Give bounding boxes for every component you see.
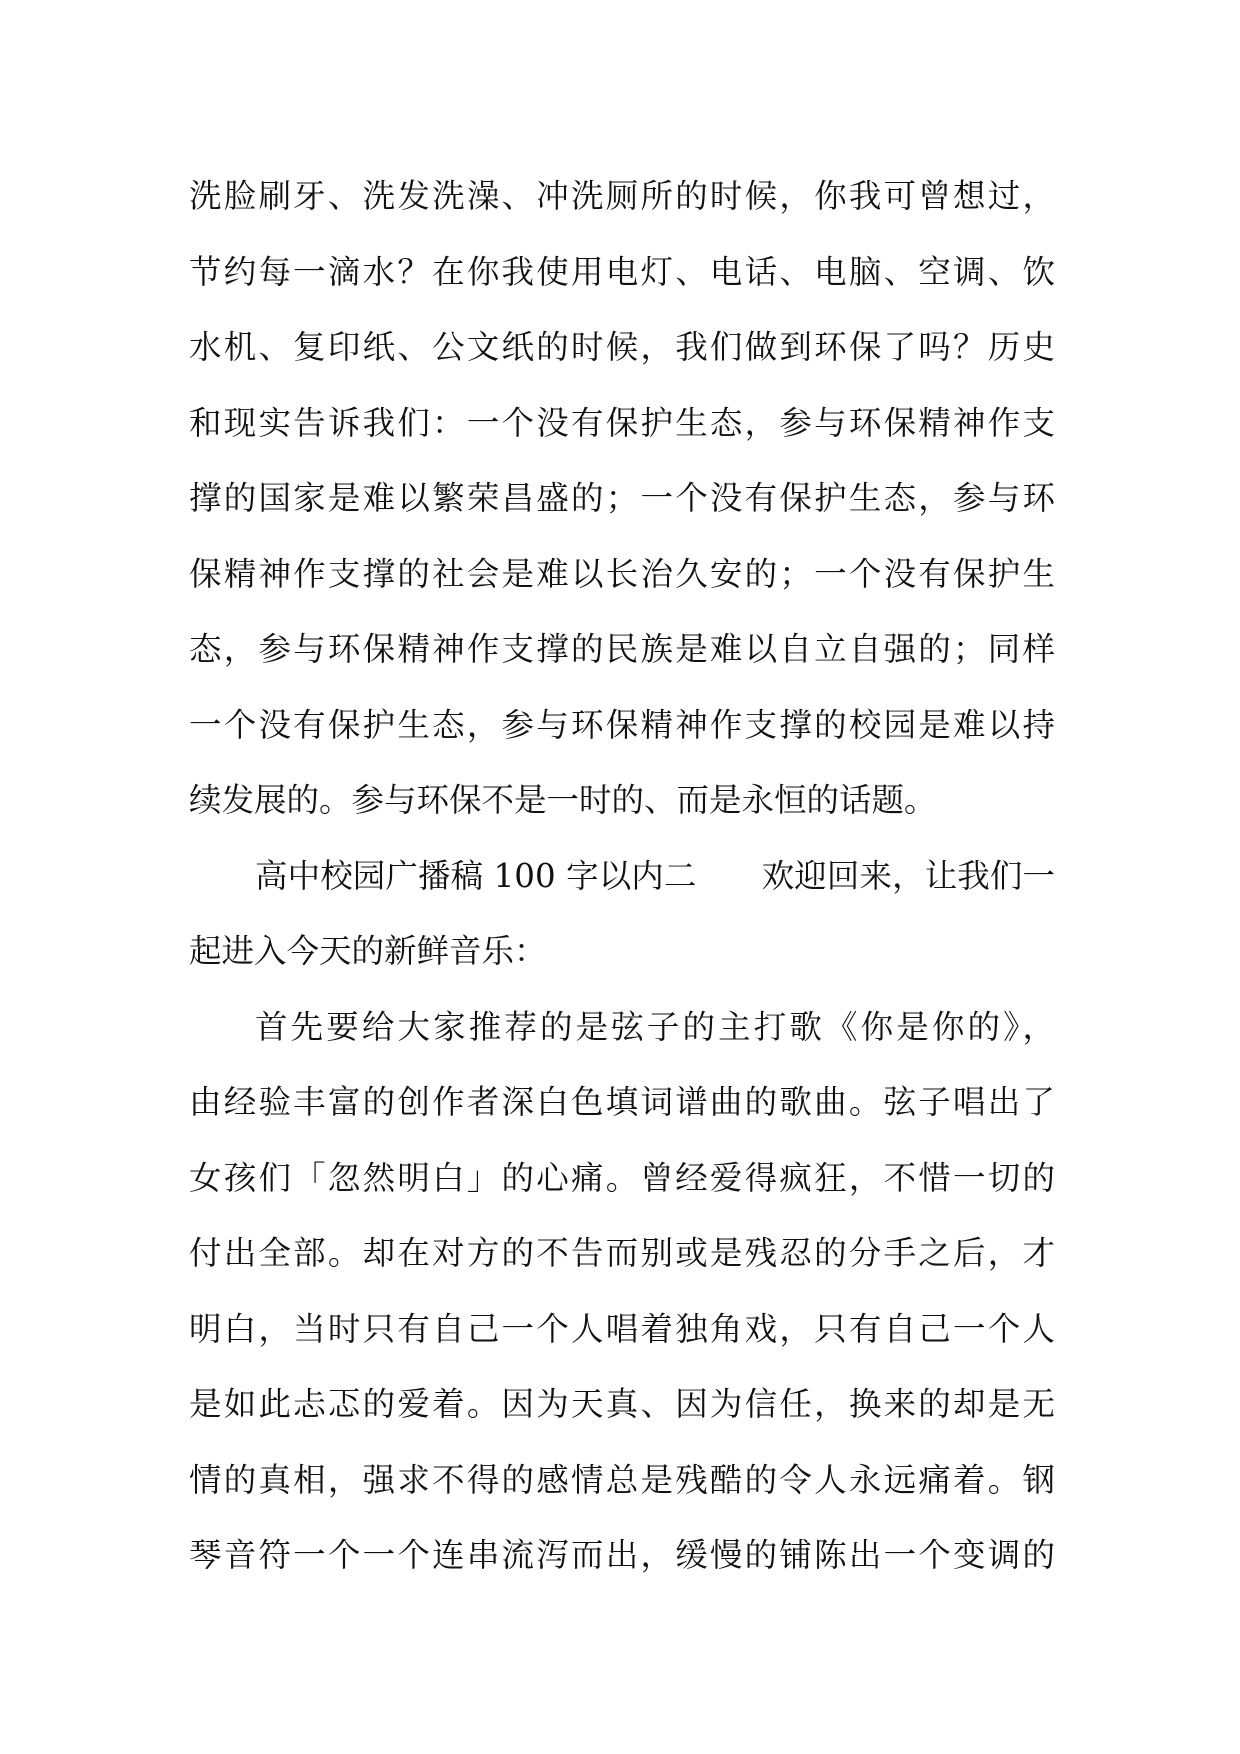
text-line: 付出全部。却在对方的不告而别或是残忍的分手之后，才 xyxy=(189,1234,1055,1272)
section-heading-line: 高中校园广播稿 100 字以内二 欢迎回来，让我们一 xyxy=(255,856,1055,895)
text-line: 琴音符一个一个连串流泻而出，缓慢的铺陈出一个变调的 xyxy=(189,1536,1055,1574)
text-line: 撑的国家是难以繁荣昌盛的；一个没有保护生态，参与环 xyxy=(189,479,1055,517)
text-line: 一个没有保护生态，参与环保精神作支撑的校园是难以持 xyxy=(189,705,1055,744)
text-line: 节约每一滴水？在你我使用电灯、电话、电脑、空调、饮 xyxy=(189,252,1055,291)
paragraph-start-line: 首先要给大家推荐的是弦子的主打歌《你是你的》， xyxy=(255,1007,1055,1046)
text-line: 水机、复印纸、公文纸的时候，我们做到环保了吗？历史 xyxy=(189,328,1055,366)
document-body xyxy=(189,168,1055,1603)
text-line: 女孩们「忽然明白」的心痛。曾经爱得疯狂，不惜一切的 xyxy=(189,1158,1055,1197)
text-line: 和现实告诉我们：一个没有保护生态，参与环保精神作支 xyxy=(189,403,1055,442)
text-line: 保精神作支撑的社会是难以长治久安的；一个没有保护生 xyxy=(189,554,1055,593)
paragraph-end-line: 续发展的。参与环保不是一时的、而是永恒的话题。 xyxy=(189,781,937,819)
text-line: 态，参与环保精神作支撑的民族是难以自立自强的；同样 xyxy=(189,630,1055,668)
text-line: 是如此忐忑的爱着。因为天真、因为信任，换来的却是无 xyxy=(189,1385,1055,1423)
text-line: 情的真相，强求不得的感情总是残酷的令人永远痛着。钢 xyxy=(189,1460,1055,1499)
text-line: 明白，当时只有自己一个人唱着独角戏，只有自己一个人 xyxy=(189,1309,1055,1348)
text-line: 洗脸刷牙、洗发洗澡、冲洗厕所的时候，你我可曾想过， xyxy=(189,177,1055,215)
text-line: 由经验丰富的创作者深白色填词谱曲的歌曲。弦子唱出了 xyxy=(189,1083,1055,1121)
paragraph-end-line: 起进入今天的新鲜音乐： xyxy=(189,932,547,970)
